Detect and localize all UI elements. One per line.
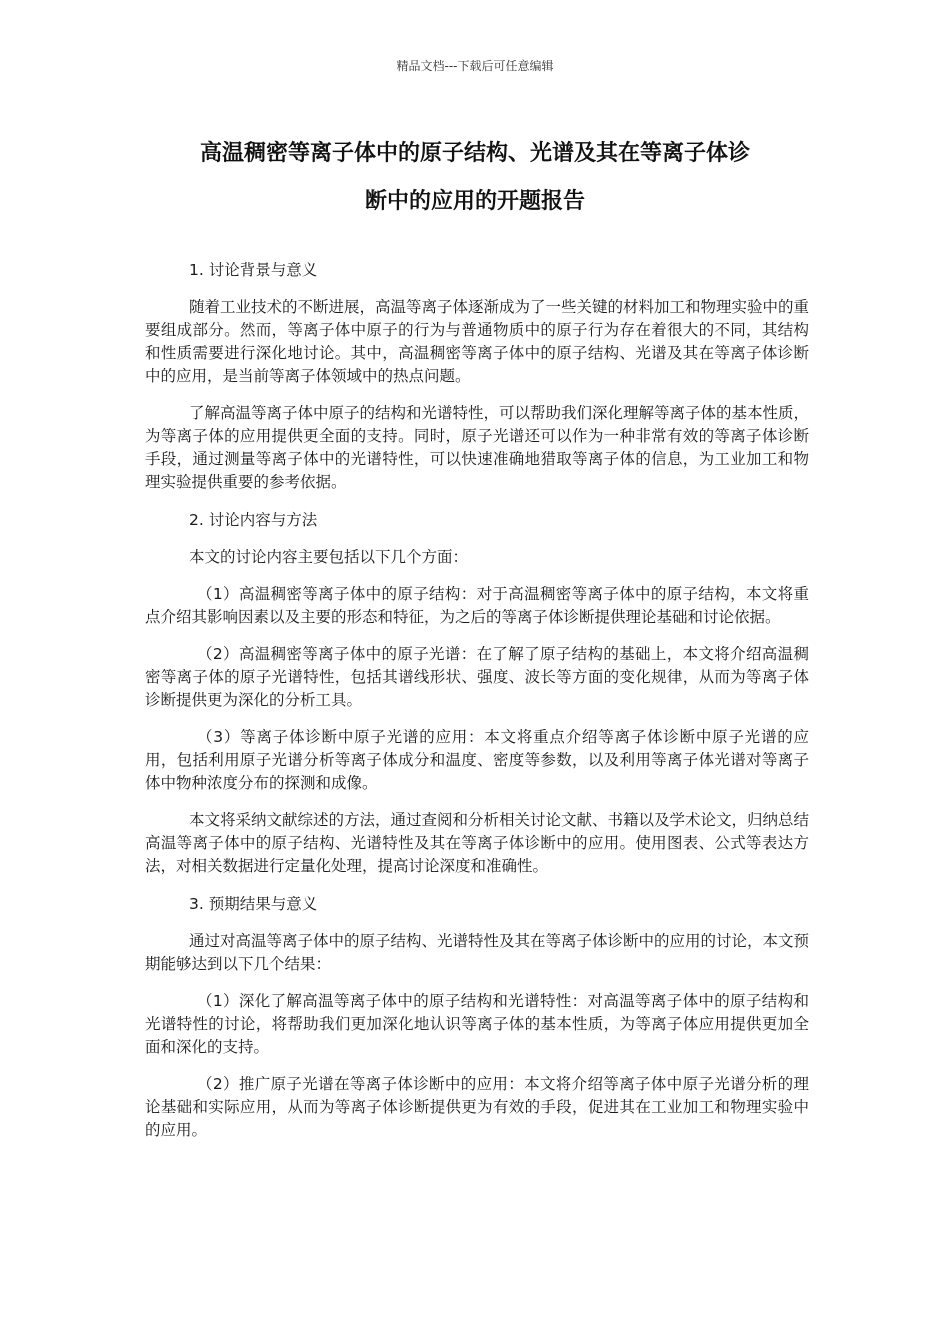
document-body: [145, 258, 809, 1156]
list-item: （3）等离子体诊断中原子光谱的应用：本文将重点介绍等离子体诊断中原子光谱的应用，包括利用原子光谱分析等离子体成分和温度、密度等参数，以及利用等离子体光谱对等离子体中物种浓度分布的探测和成像。: [145, 728, 809, 792]
paragraph: 通过对高温等离子体中的原子结构、光谱特性及其在等离子体诊断中的应用的讨论，本文预期能够达到以下几个结果：: [145, 932, 810, 973]
paragraph: 了解高温等离子体中原子的结构和光谱特性，可以帮助我们深化理解等离子体的基本性质，为等离子体的应用提供更全面的支持。同时，原子光谱还可以作为一种非常有效的等离子体诊断手段，通过测量等离子体中的光谱特性，可以快速准确地猎取等离子体的信息，为工业加工和物理实验提供重要的参考依据。: [145, 404, 810, 491]
paragraph: 本文的讨论内容主要包括以下几个方面：: [189, 548, 469, 566]
document-title: [130, 130, 820, 226]
page-header: 精品文档---下载后可任意编辑: [396, 59, 554, 73]
list-item: （1）高温稠密等离子体中的原子结构：对于高温稠密等离子体中的原子结构，本文将重点介绍其影响因素以及主要的形态和特征，为之后的等离子体诊断提供理论基础和讨论依据。: [145, 585, 809, 626]
section-heading-background: 1. 讨论背景与意义: [189, 261, 318, 279]
list-item: （2）高温稠密等离子体中的原子光谱：在了解了原子结构的基础上，本文将介绍高温稠密等离子体的原子光谱特性，包括其谱线形状、强度、波长等方面的变化规律，从而为等离子体诊断提供更为深化的分析工具。: [145, 645, 809, 709]
title-line-2: 断中的应用的开题报告: [364, 189, 585, 214]
section-heading-content-methods: 2. 讨论内容与方法: [189, 511, 318, 529]
title-line-1: 高温稠密等离子体中的原子结构、光谱及其在等离子体诊: [199, 141, 750, 166]
paragraph: 本文将采纳文献综述的方法，通过查阅和分析相关讨论文献、书籍以及学术论文，归纳总结高温等离子体中的原子结构、光谱特性及其在等离子体诊断中的应用。使用图表、公式等表达方法，对相关数据进行定量化处理，提高讨论深度和准确性。: [145, 811, 810, 875]
list-item: （1）深化了解高温等离子体中的原子结构和光谱特性：对高温等离子体中的原子结构和光谱特性的讨论，将帮助我们更加深化地认识等离子体的基本性质，为等离子体应用提供更加全面和深化的支持。: [145, 992, 809, 1056]
section-heading-expected-results: 3. 预期结果与意义: [189, 895, 318, 913]
list-item: （2）推广原子光谱在等离子体诊断中的应用：本文将介绍等离子体中原子光谱分析的理论基础和实际应用，从而为等离子体诊断提供更为有效的手段，促进其在工业加工和物理实验中的应用。: [145, 1075, 809, 1139]
paragraph: 随着工业技术的不断进展，高温等离子体逐渐成为了一些关键的材料加工和物理实验中的重要组成部分。然而，等离子体中原子的行为与普通物质中的原子行为存在着很大的不同，其结构和性质需要进行深化地讨论。其中，高温稠密等离子体中的原子结构、光谱及其在等离子体诊断中的应用，是当前等离子体领域中的热点问题。: [145, 298, 810, 385]
